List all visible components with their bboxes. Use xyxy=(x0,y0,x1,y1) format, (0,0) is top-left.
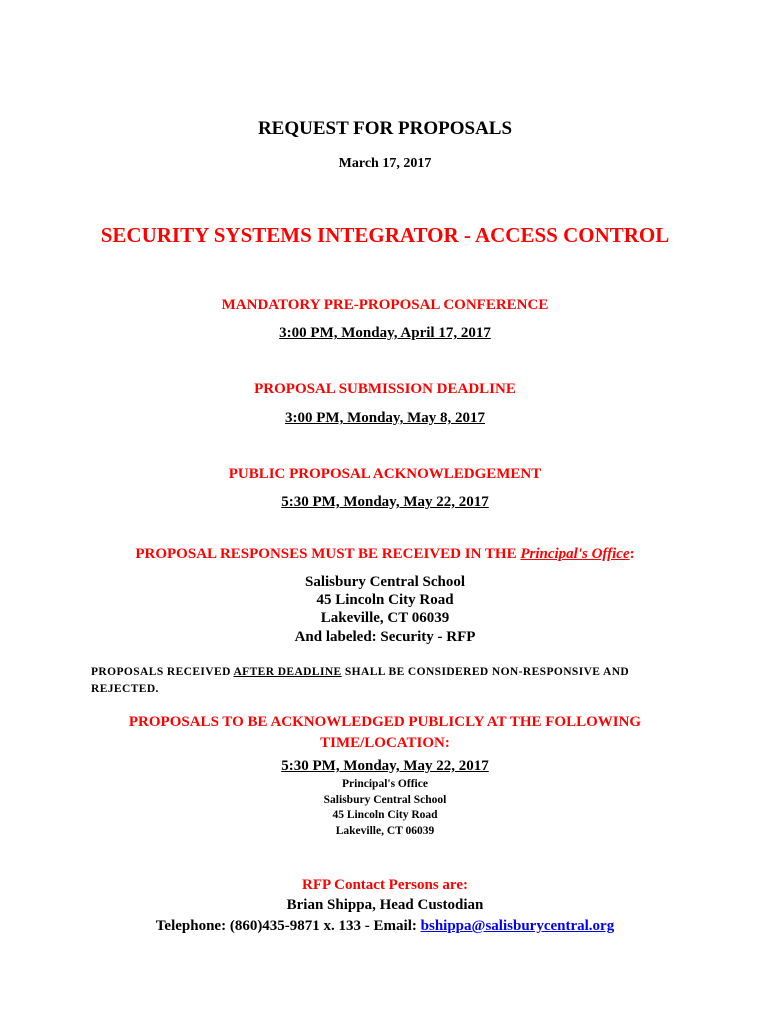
submission-address-line: Salisbury Central School xyxy=(304,574,466,590)
contact-name: Brian Shippa, Head Custodian xyxy=(286,897,484,913)
project-title: SECURITY SYSTEMS INTEGRATOR - ACCESS CONTROL xyxy=(100,223,670,247)
public-acknowledgement-heading: PROPOSALS TO BE ACKNOWLEDGED PUBLICLY AT THE FOLLOWING xyxy=(128,714,642,730)
contact-email-link[interactable]: bshippa@salisburycentral.org xyxy=(420,918,615,934)
public-location-line: Principal's Office xyxy=(342,778,428,790)
contact-details xyxy=(0,918,770,935)
document-title: REQUEST FOR PROPOSALS xyxy=(257,118,513,139)
late-proposal-notice-line2: REJECTED. xyxy=(91,683,159,695)
document-date: March 17, 2017 xyxy=(338,156,432,171)
receive-instruction xyxy=(0,546,770,563)
submission-address-line: Lakeville, CT 06039 xyxy=(320,610,450,626)
acknowledgement-heading: PUBLIC PROPOSAL ACKNOWLEDGEMENT xyxy=(228,466,542,482)
notice-text-before: PROPOSALS RECEIVED xyxy=(91,666,234,678)
public-acknowledgement-heading-line2: TIME/LOCATION: xyxy=(320,735,450,751)
deadline-heading: PROPOSAL SUBMISSION DEADLINE xyxy=(254,381,516,397)
public-location-line: Lakeville, CT 06039 xyxy=(335,825,435,837)
principals-office-emphasis: Principal's Office xyxy=(520,546,630,562)
conference-time: 3:00 PM, Monday, April 17, 2017 xyxy=(279,325,491,341)
submission-address-line: 45 Lincoln City Road xyxy=(316,592,454,608)
acknowledgement-time: 5:30 PM, Monday, May 22, 2017 xyxy=(281,494,489,510)
public-acknowledgement-time: 5:30 PM, Monday, May 22, 2017 xyxy=(281,758,489,774)
deadline-time: 3:00 PM, Monday, May 8, 2017 xyxy=(285,410,485,426)
contact-heading: RFP Contact Persons are: xyxy=(302,877,468,893)
conference-heading: MANDATORY PRE-PROPOSAL CONFERENCE xyxy=(221,297,549,313)
after-deadline-emphasis: AFTER DEADLINE xyxy=(233,666,342,678)
contact-phone: Telephone: (860)435-9871 x. 133 - Email: xyxy=(155,918,421,934)
submission-label-line: And labeled: Security - RFP xyxy=(294,629,476,645)
public-location-line: Salisbury Central School xyxy=(323,794,447,806)
public-location-line: 45 Lincoln City Road xyxy=(332,809,438,821)
late-proposal-notice xyxy=(91,666,671,679)
receive-instruction-colon: : xyxy=(629,546,635,562)
notice-text-after: SHALL BE CONSIDERED NON-RESPONSIVE AND xyxy=(341,666,630,678)
receive-instruction-text: PROPOSAL RESPONSES MUST BE RECEIVED IN THE xyxy=(135,546,521,562)
